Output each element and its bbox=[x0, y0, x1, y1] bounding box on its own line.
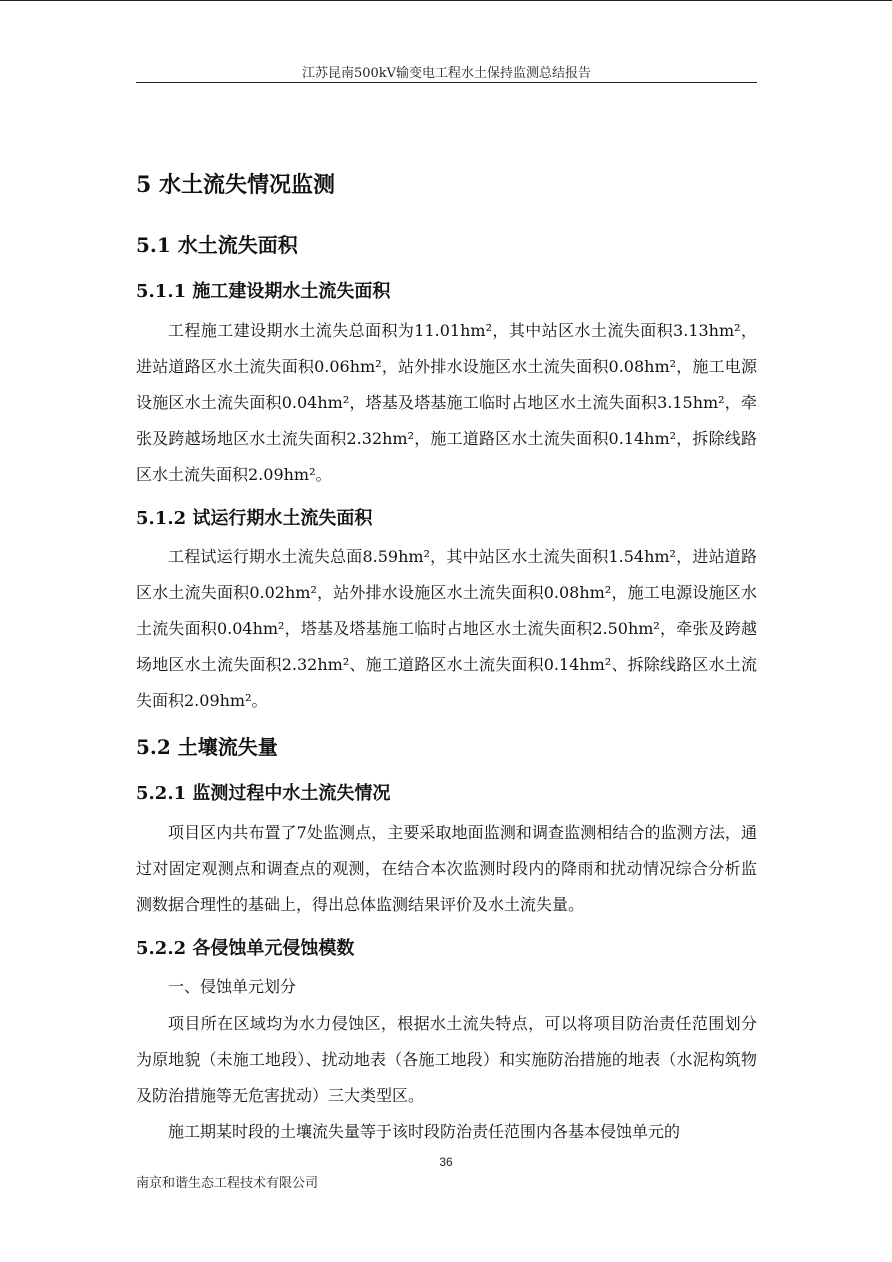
section-title-5-1: 5.1 水土流失面积 bbox=[136, 233, 298, 257]
page-number: 36 bbox=[439, 1155, 453, 1169]
running-header: 江苏昆南500kV输变电工程水土保持监测总结报告 bbox=[301, 66, 592, 81]
subsection-title-5-1-2: 5.1.2 试运行期水土流失面积 bbox=[136, 508, 373, 529]
chapter-title: 5 水土流失情况监测 bbox=[136, 172, 335, 198]
footer-company: 南京和谐生态工程技术有限公司 bbox=[136, 1176, 319, 1191]
list-item-erosion-unit: 一、侵蚀单元划分 bbox=[168, 977, 297, 996]
header-rule bbox=[136, 82, 757, 83]
subsection-title-5-2-1: 5.2.1 监测过程中水土流失情况 bbox=[136, 783, 391, 804]
section-title-5-2: 5.2 土壤流失量 bbox=[136, 735, 278, 759]
paragraph-5-2-1: 项目区内共布置了7处监测点，主要采取地面监测和调查监测相结合的监测方法，通过对固定观测点和调查点的观测，在结合本次监测时段内的降雨和扰动情况综合分析监测数据合理性的基础上，得出总体监测结果评价及水土流失量。 bbox=[136, 823, 757, 914]
subsection-title-5-2-2: 5.2.2 各侵蚀单元侵蚀模数 bbox=[136, 938, 355, 959]
paragraph-5-2-2-b: 施工期某时段的土壤流失量等于该时段防治责任范围内各基本侵蚀单元的 bbox=[168, 1122, 681, 1141]
paragraph-5-1-1: 工程施工建设期水土流失总面积为11.01hm²，其中站区水土流失面积3.13hm²，进站道路区水土流失面积0.06hm²，站外排水设施区水土流失面积0.08hm²，施工电源设施区水土流失面积0.04hm²，塔基及塔基施工临时占地区水土流失面积3.15hm²，牵张及跨越场地区水土流失面积2.32hm²，施工道路区水土流失面积0.14hm²，拆除线路区水土流失面积2.09hm²。 bbox=[136, 321, 757, 484]
paragraph-5-1-2: 工程试运行期水土流失总面8.59hm²，其中站区水土流失面积1.54hm²，进站道路区水土流失面积0.02hm²，站外排水设施区水土流失面积0.08hm²，施工电源设施区水土流失面积0.04hm²，塔基及塔基施工临时占地区水土流失面积2.50hm²，牵张及跨越场地区水土流失面积2.32hm²、施工道路区水土流失面积0.14hm²、拆除线路区水土流失面积2.09hm²。 bbox=[136, 547, 757, 710]
top-border bbox=[0, 0, 892, 1]
subsection-title-5-1-1: 5.1.1 施工建设期水土流失面积 bbox=[136, 281, 391, 302]
paragraph-5-2-2-a: 项目所在区域均为水力侵蚀区，根据水土流失特点，可以将项目防治责任范围划分为原地貌（未施工地段）、扰动地表（各施工地段）和实施防治措施的地表（水泥构筑物及防治措施等无危害扰动）三大类型区。 bbox=[136, 1014, 757, 1105]
